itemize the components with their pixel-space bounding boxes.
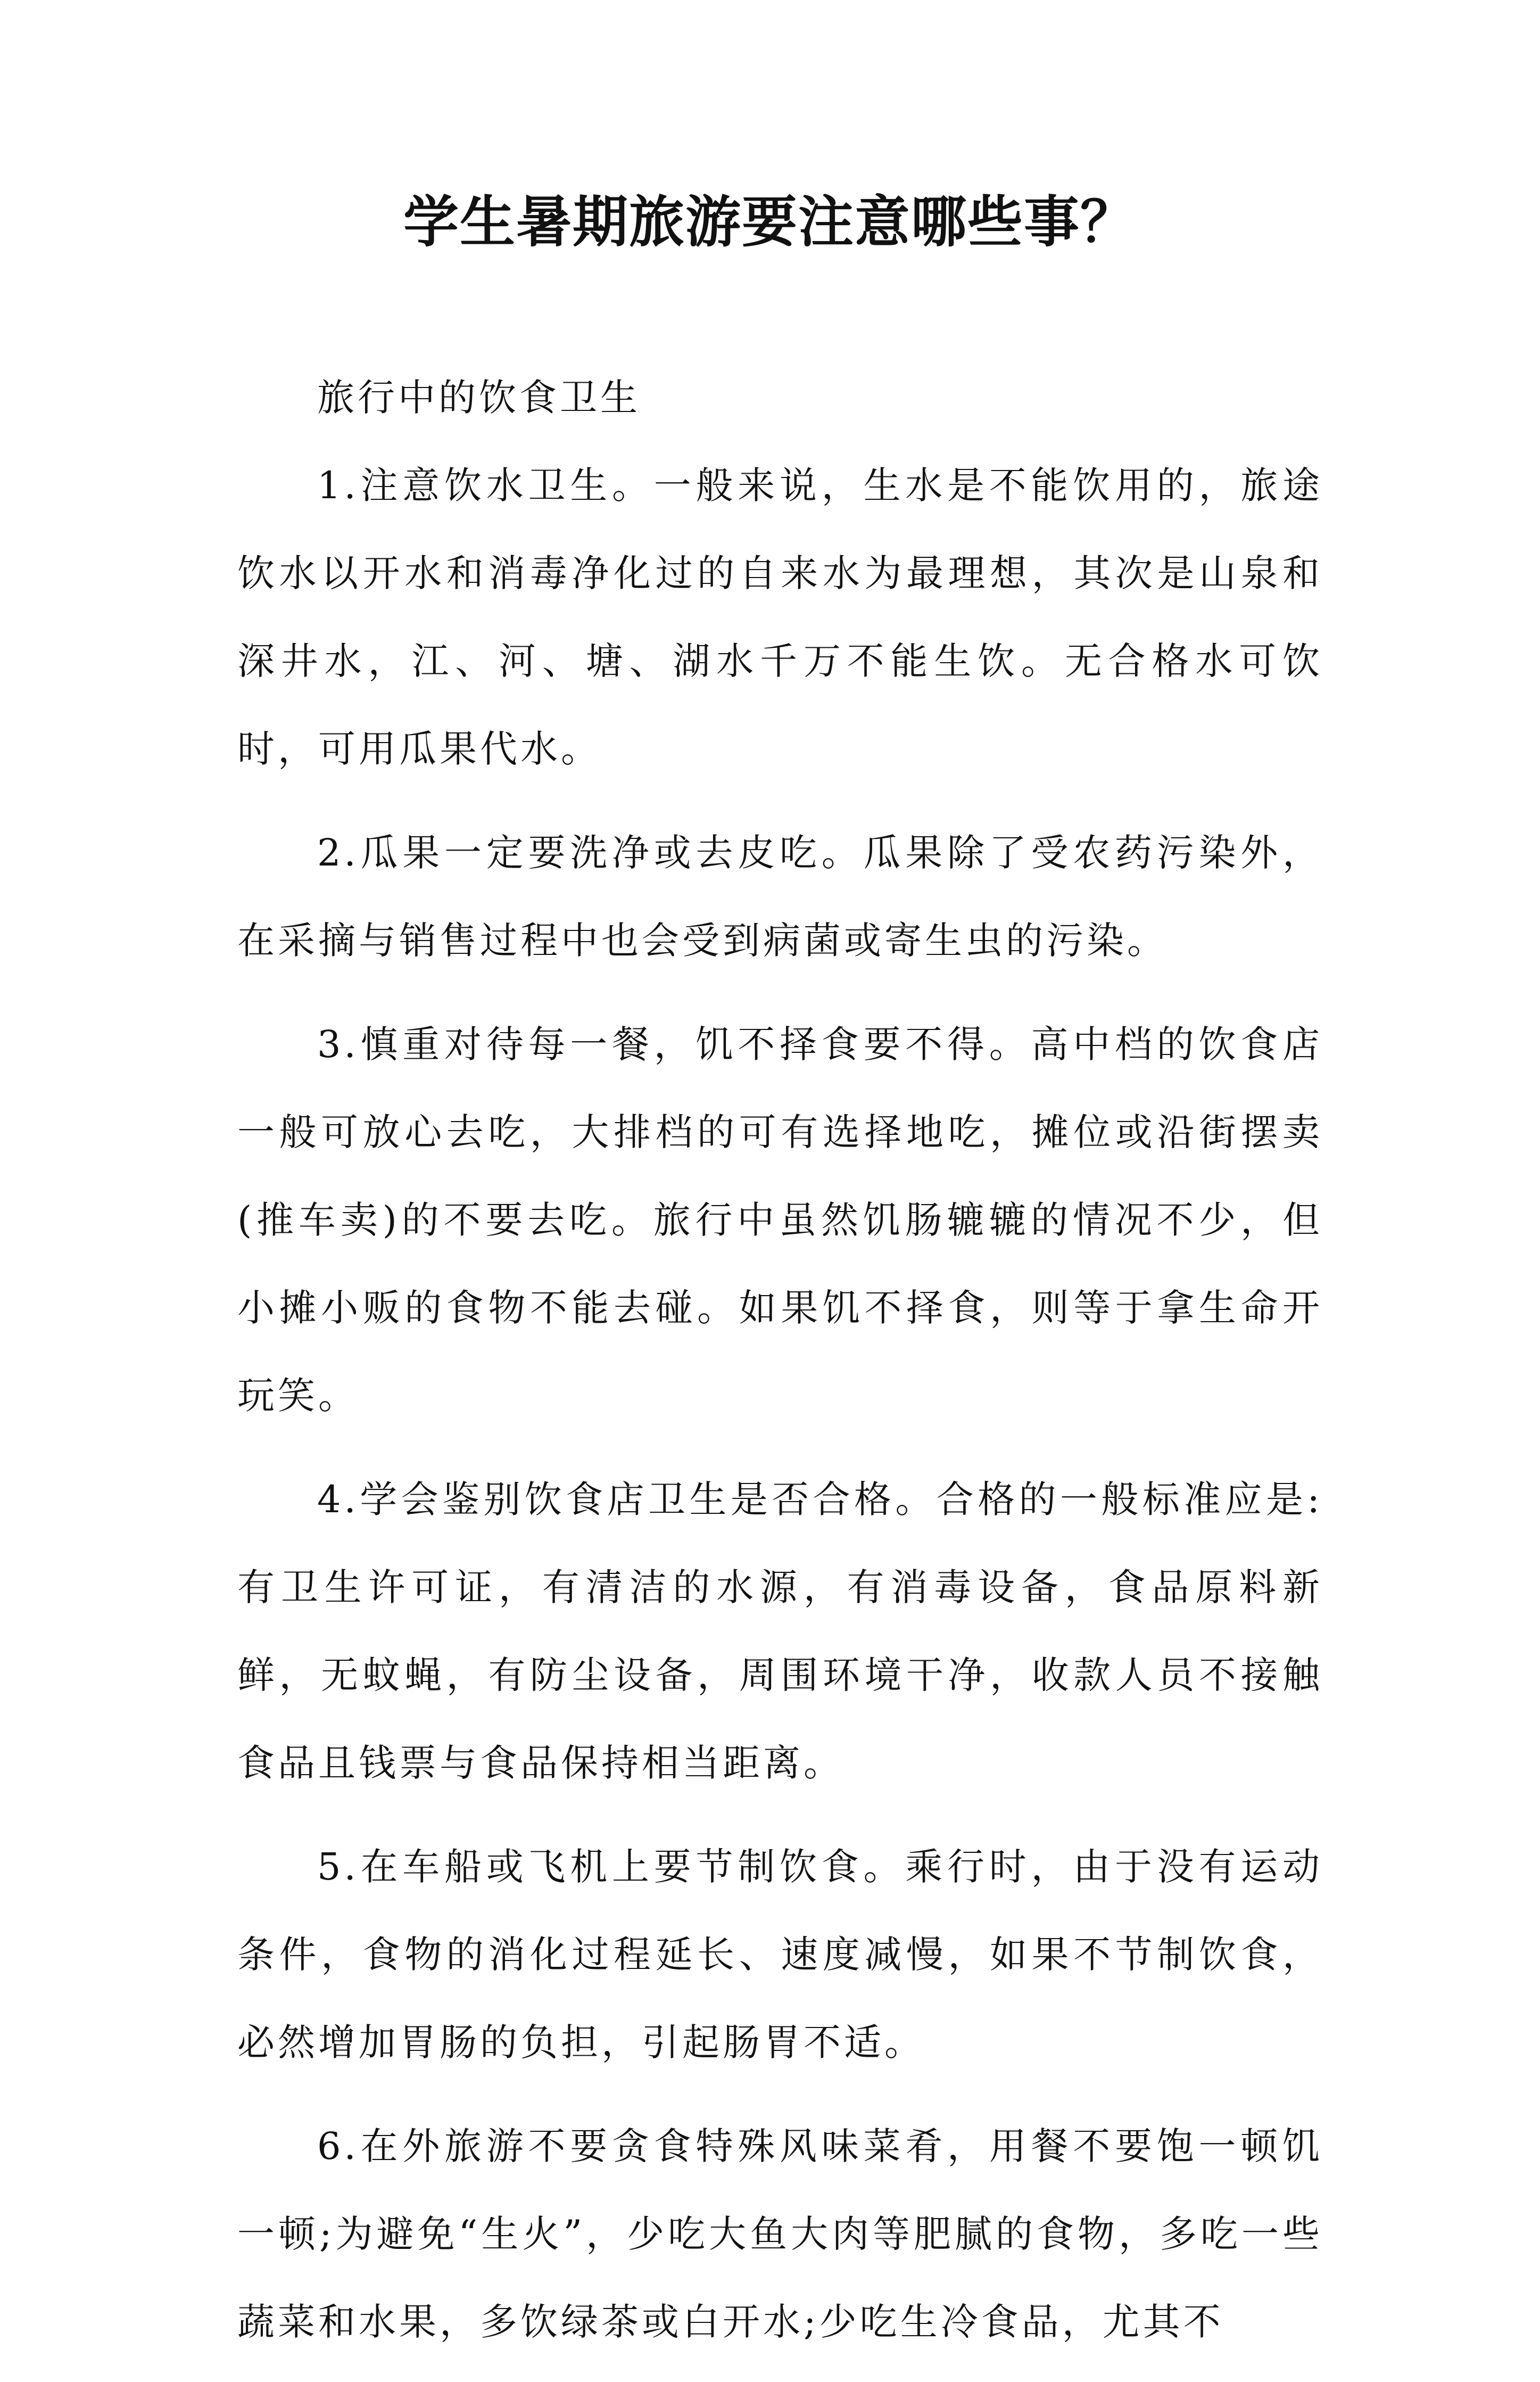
paragraph-5: 5.在车船或飞机上要节制饮食。乘行时，由于没有运动条件，食物的消化过程延长、速度减慢，如果不节制饮食，必然增加胃肠的负担，引起肠胃不适。 bbox=[237, 1845, 1323, 2064]
paragraph-6: 6.在外旅游不要贪食特殊风味菜肴，用餐不要饱一顿饥一顿;为避免“生火”，少吃大鱼大肉等肥腻的食物，多吃一些蔬菜和水果，多饮绿茶或白开水;少吃生冷食品，尤其不 bbox=[237, 2124, 1323, 2344]
paragraph-3: 3.慎重对待每一餐，饥不择食要不得。高中档的饮食店一般可放心去吃，大排档的可有选择地吃，摊位或沿街摆卖(推车卖)的不要去吃。旅行中虽然饥肠辘辘的情况不少，但小摊小贩的食物不能去碰。如果饥不择食，则等于拿生命开玩笑。 bbox=[237, 1023, 1323, 1417]
paragraph-2: 2.瓜果一定要洗净或去皮吃。瓜果除了受农药污染外，在采摘与销售过程中也会受到病菌或寄生虫的污染。 bbox=[237, 831, 1323, 962]
section-heading: 旅行中的饮食卫生 bbox=[317, 376, 641, 419]
paragraph-4: 4.学会鉴别饮食店卫生是否合格。合格的一般标准应是:有卫生许可证，有清洁的水源，有消毒设备，食品原料新鲜，无蚊蝇，有防尘设备，周围环境干净，收款人员不接触食品且钱票与食品保持相当距离。 bbox=[237, 1478, 1323, 1785]
paragraph-1: 1.注意饮水卫生。一般来说，生水是不能饮用的，旅途饮水以开水和消毒净化过的自来水为最理想，其次是山泉和深井水，江、河、塘、湖水千万不能生饮。无合格水可饮时，可用瓜果代水。 bbox=[237, 464, 1323, 771]
document-title: 学生暑期旅游要注意哪些事？ bbox=[403, 189, 1137, 254]
document-body bbox=[237, 354, 1323, 2382]
